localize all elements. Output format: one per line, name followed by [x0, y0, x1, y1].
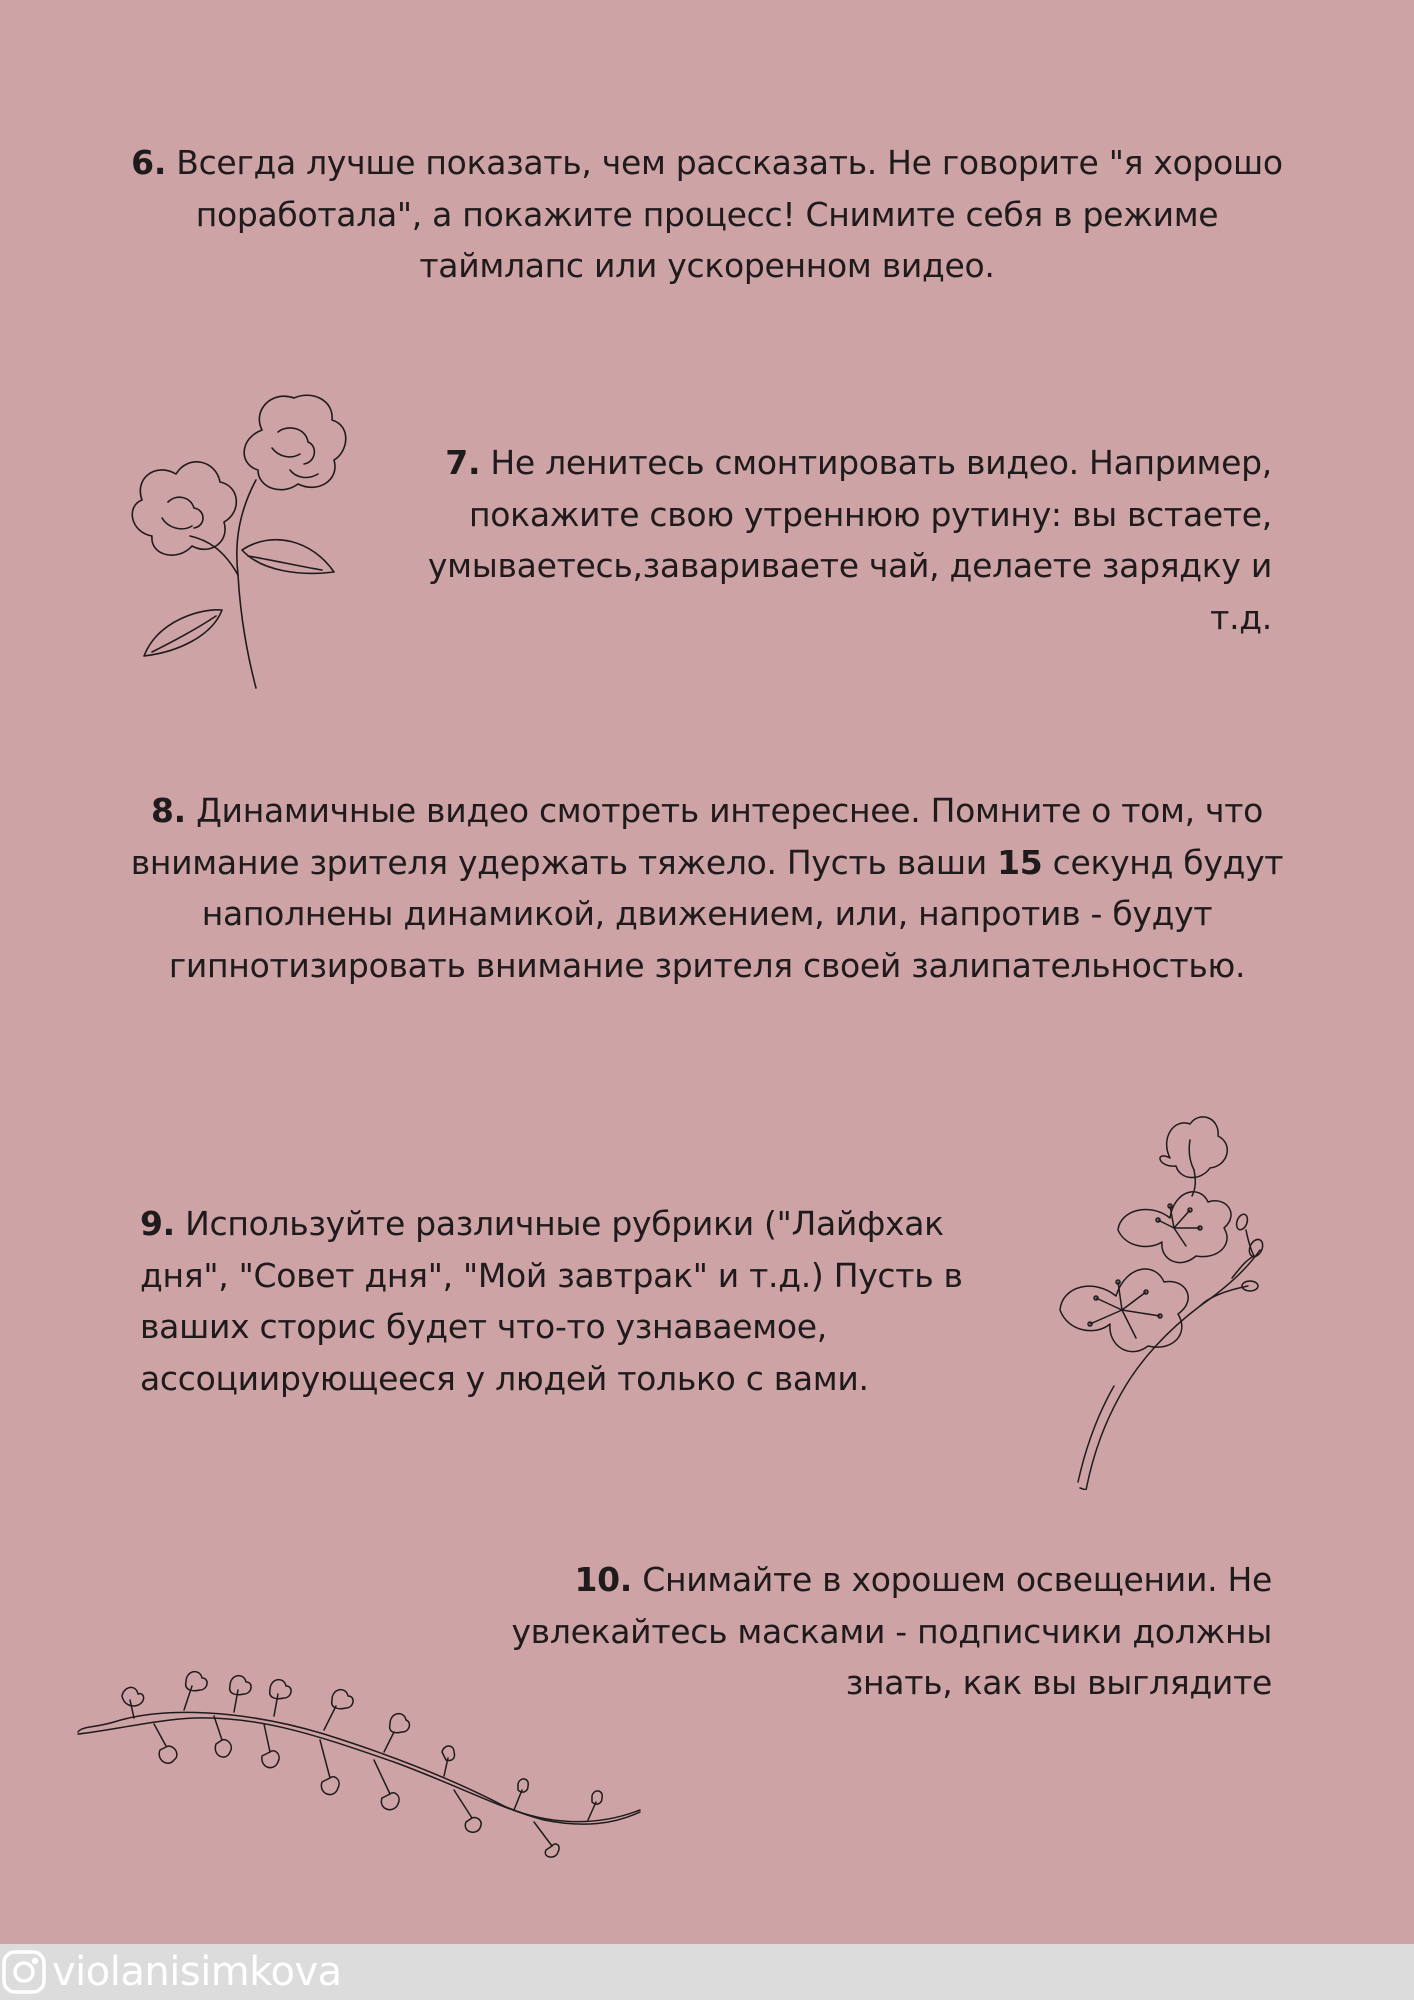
- tip-6-number: 6.: [131, 143, 167, 182]
- tip-8-number: 8.: [150, 791, 186, 830]
- tip-6: [120, 137, 1294, 292]
- tip-9: [140, 1198, 1040, 1404]
- tip-8-bold-number: 15: [997, 842, 1043, 882]
- instagram-icon: [0, 1948, 48, 1996]
- tip-10-number: 10.: [574, 1560, 633, 1599]
- tip-10-text: Снимайте в хорошем освещении. Не увлекайтесь масками - подписчики должны знать, как вы выглядите: [511, 1560, 1272, 1702]
- tip-7: [400, 437, 1272, 643]
- tip-6-text: Всегда лучше показать, чем рассказать. Не говорите "я хорошо поработала", а покажите процесс! Снимите себя в режиме таймлапс или ускоренном видео.: [166, 143, 1283, 285]
- tip-9-text: Используйте различные рубрики ("Лайфхак дня", "Совет дня", "Мой завтрак" и т.д.) Пусть в ваших сторис будет что-то узнаваемое, ассоциирующееся у людей только с вами.: [140, 1204, 963, 1398]
- tip-7-number: 7.: [445, 443, 481, 482]
- tip-9-number: 9.: [140, 1204, 175, 1243]
- blossom-branch-illustration: [1050, 1110, 1280, 1490]
- budding-branch-illustration: [74, 1660, 644, 1860]
- tip-7-text: Не ленитесь смонтировать видео. Например, покажите свою утреннюю рутину: вы встаете, умываетесь,завариваете чай, делаете зарядку и т.д.: [427, 443, 1272, 637]
- poppy-flower-illustration: [112, 390, 352, 690]
- tip-8-text-b: секунд будут наполнены динамикой, движением, или, напротив - будут гипнотизировать внимание зрителя своей залипательностью.: [168, 842, 1284, 985]
- tip-8-text-a: Динамичные видео смотреть интереснее. Помните о том, что внимание зрителя удержать тяжело. Пусть ваши: [130, 791, 1264, 882]
- tip-8: [120, 785, 1294, 991]
- footer-bar: [0, 1944, 1414, 2000]
- instagram-handle[interactable]: violanisimkova: [52, 1949, 342, 1995]
